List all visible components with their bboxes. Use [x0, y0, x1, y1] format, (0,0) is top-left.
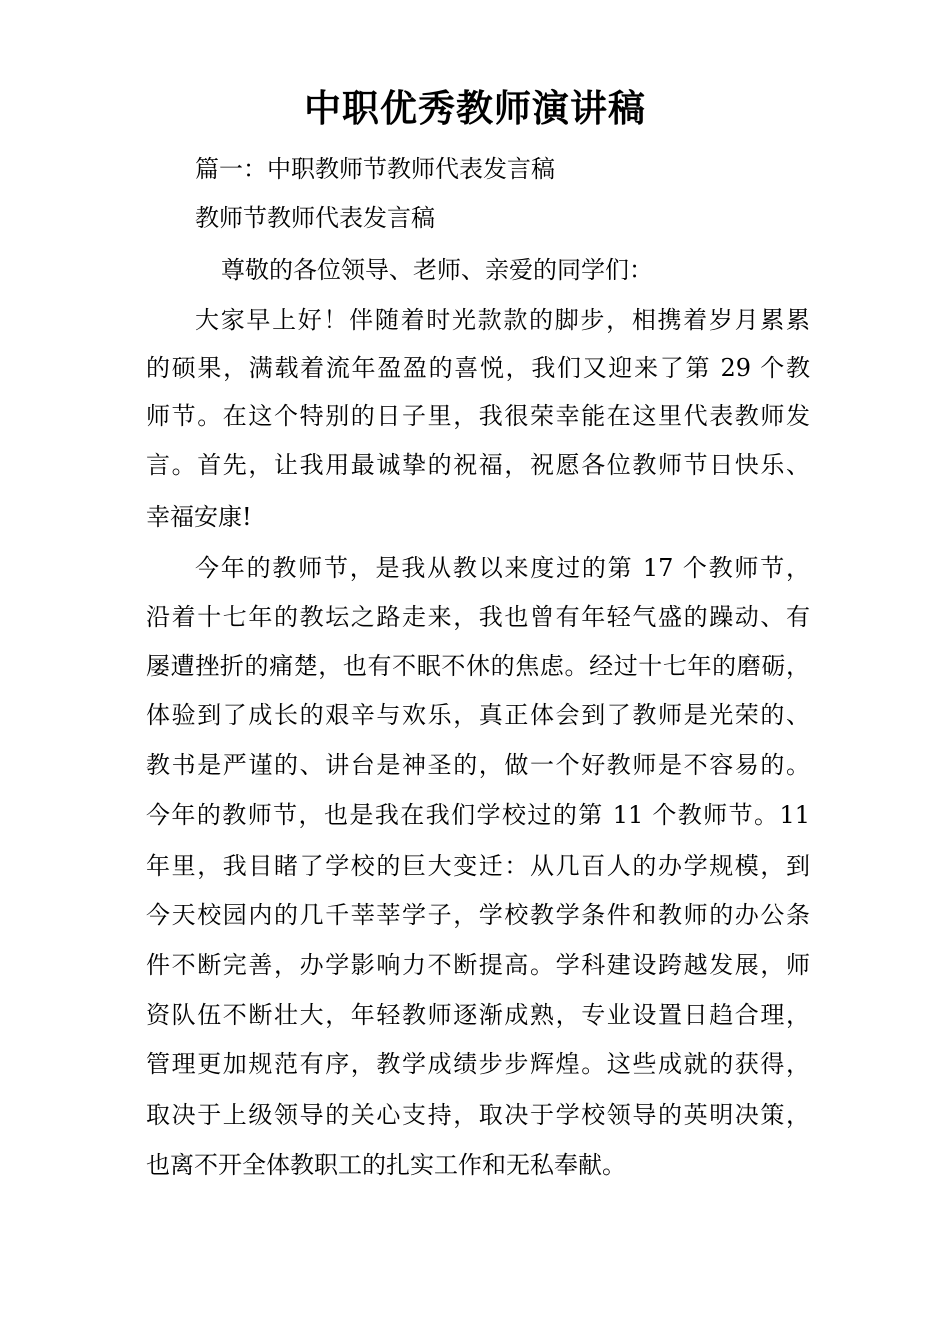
- paragraph-line: 资队伍不断壮大，年轻教师逐渐成熟，专业设置日趋合理，: [146, 1001, 810, 1029]
- paragraph-line: 管理更加规范有序，教学成绩步步辉煌。这些成就的获得，: [146, 1050, 810, 1078]
- paragraph-line: 幸福安康!: [146, 503, 252, 531]
- paragraph-line: 体验到了成长的艰辛与欢乐，真正体会到了教师是光荣的、: [146, 701, 810, 729]
- document-title: 中职优秀教师演讲稿: [304, 86, 646, 130]
- paragraph-line: 取决于上级领导的关心支持，取决于学校领导的英明决策，: [146, 1101, 810, 1129]
- section-heading: 篇一：中职教师节教师代表发言稿: [195, 155, 555, 183]
- paragraph-line: 今年的教师节，是我从教以来度过的第 17 个教师节，: [195, 554, 810, 582]
- paragraph-line: 也离不开全体教职工的扎实工作和无私奉献。: [146, 1151, 626, 1179]
- paragraph-line: 屡遭挫折的痛楚，也有不眠不休的焦虑。经过十七年的磨砺，: [146, 652, 810, 680]
- speech-heading: 教师节教师代表发言稿: [195, 204, 435, 232]
- paragraph-line: 言。首先，让我用最诚挚的祝福，祝愿各位教师节日快乐、: [146, 451, 810, 479]
- paragraph-line: 教书是严谨的、讲台是神圣的，做一个好教师是不容易的。: [146, 751, 810, 779]
- paragraph-line: 沿着十七年的教坛之路走来，我也曾有年轻气盛的躁动、有: [146, 603, 810, 631]
- paragraph-line: 今年的教师节，也是我在我们学校过的第 11 个教师节。11: [146, 801, 810, 829]
- paragraph-line: 大家早上好！伴随着时光款款的脚步，相携着岁月累累: [195, 306, 810, 334]
- paragraph-line: 今天校园内的几千莘莘学子，学校教学条件和教师的办公条: [146, 901, 810, 929]
- salutation: 尊敬的各位领导、老师、亲爱的同学们：: [221, 256, 653, 284]
- paragraph-line: 件不断完善，办学影响力不断提高。学科建设跨越发展，师: [146, 951, 810, 979]
- paragraph-line: 师节。在这个特别的日子里，我很荣幸能在这里代表教师发: [146, 402, 810, 430]
- paragraph-line: 年里，我目睹了学校的巨大变迁：从几百人的办学规模，到: [146, 852, 810, 880]
- paragraph-line: 的硕果，满载着流年盈盈的喜悦，我们又迎来了第 29 个教: [146, 354, 810, 382]
